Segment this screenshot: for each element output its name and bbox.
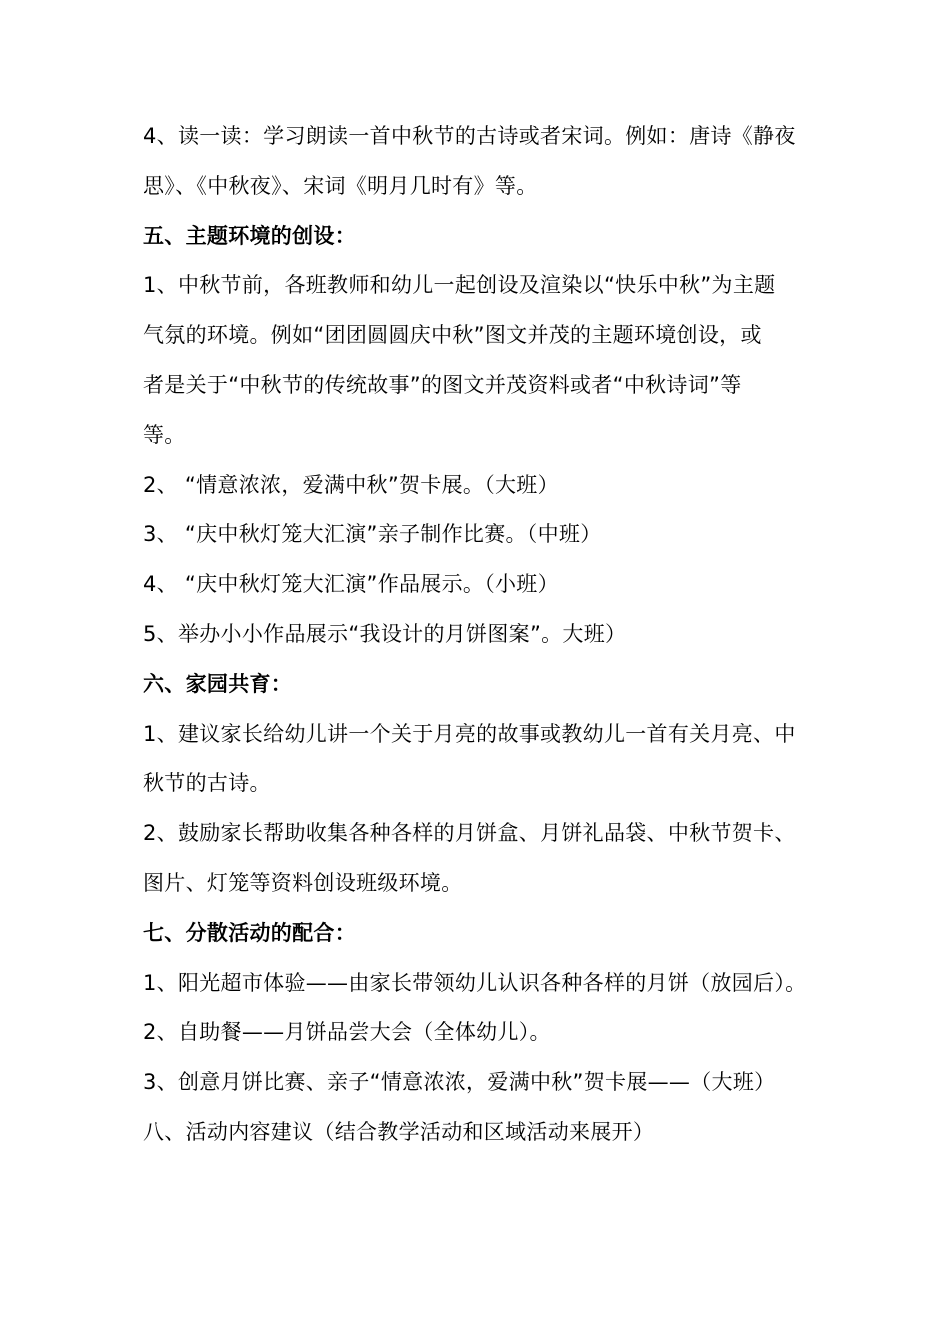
section-heading-8: 八、活动内容建议（结合教学活动和区域活动来展开） bbox=[143, 1119, 655, 1144]
text-line-5-4: 4、 “庆中秋灯笼大汇演”作品展示。（小班） bbox=[143, 572, 559, 597]
text-line-6-2: 2、鼓励家长帮助收集各种各样的月饼盒、月饼礼品袋、中秋节贺卡、 bbox=[143, 821, 796, 846]
text-line-5-2: 2、 “情意浓浓，爱满中秋”贺卡展。（大班） bbox=[143, 472, 559, 497]
text-line-5-3: 3、 “庆中秋灯笼大汇演”亲子制作比赛。（中班） bbox=[143, 522, 602, 547]
document-body bbox=[143, 112, 815, 1158]
text-line-4-read: 4、读一读：学习朗读一首中秋节的古诗或者宋词。例如：唐诗《静夜 bbox=[143, 124, 796, 148]
section-heading-7: 七、分散活动的配合： bbox=[143, 920, 356, 945]
text-line-5-1-cont-b: 者是关于“中秋节的传统故事”的图文并茂资料或者“中秋诗词”等 bbox=[143, 372, 742, 397]
text-line-5-1-cont-a: 气氛的环境。例如“团团圆圆庆中秋”图文并茂的主题环境创设，或 bbox=[143, 323, 762, 348]
text-line-6-1: 1、建议家长给幼儿讲一个关于月亮的故事或教幼儿一首有关月亮、中 bbox=[143, 721, 796, 746]
text-line-7-1: 1、阳光超市体验——由家长带领幼儿认识各种各样的月饼（放园后）。 bbox=[143, 970, 807, 995]
text-line-7-2: 2、自助餐——月饼品尝大会（全体幼儿）。 bbox=[143, 1020, 551, 1045]
text-line-5-1: 1、中秋节前，各班教师和幼儿一起创设及渲染以“快乐中秋”为主题 bbox=[143, 273, 776, 298]
text-line-6-2-cont: 图片、灯笼等资料创设班级环境。 bbox=[143, 870, 463, 895]
section-heading-6: 六、家园共育： bbox=[143, 671, 293, 696]
section-heading-5: 五、主题环境的创设： bbox=[143, 223, 356, 248]
text-line-6-1-cont: 秋节的古诗。 bbox=[143, 771, 271, 796]
text-line-5-5: 5、举办小小作品展示“我设计的月饼图案”。大班） bbox=[143, 621, 627, 646]
text-line-7-3: 3、创意月饼比赛、亲子“情意浓浓，爱满中秋”贺卡展——（大班） bbox=[143, 1070, 776, 1095]
text-line-4-read-cont: 思》、《中秋夜》、宋词《明月几时有》等。 bbox=[143, 173, 538, 198]
text-line-5-1-cont-c: 等。 bbox=[143, 422, 186, 447]
